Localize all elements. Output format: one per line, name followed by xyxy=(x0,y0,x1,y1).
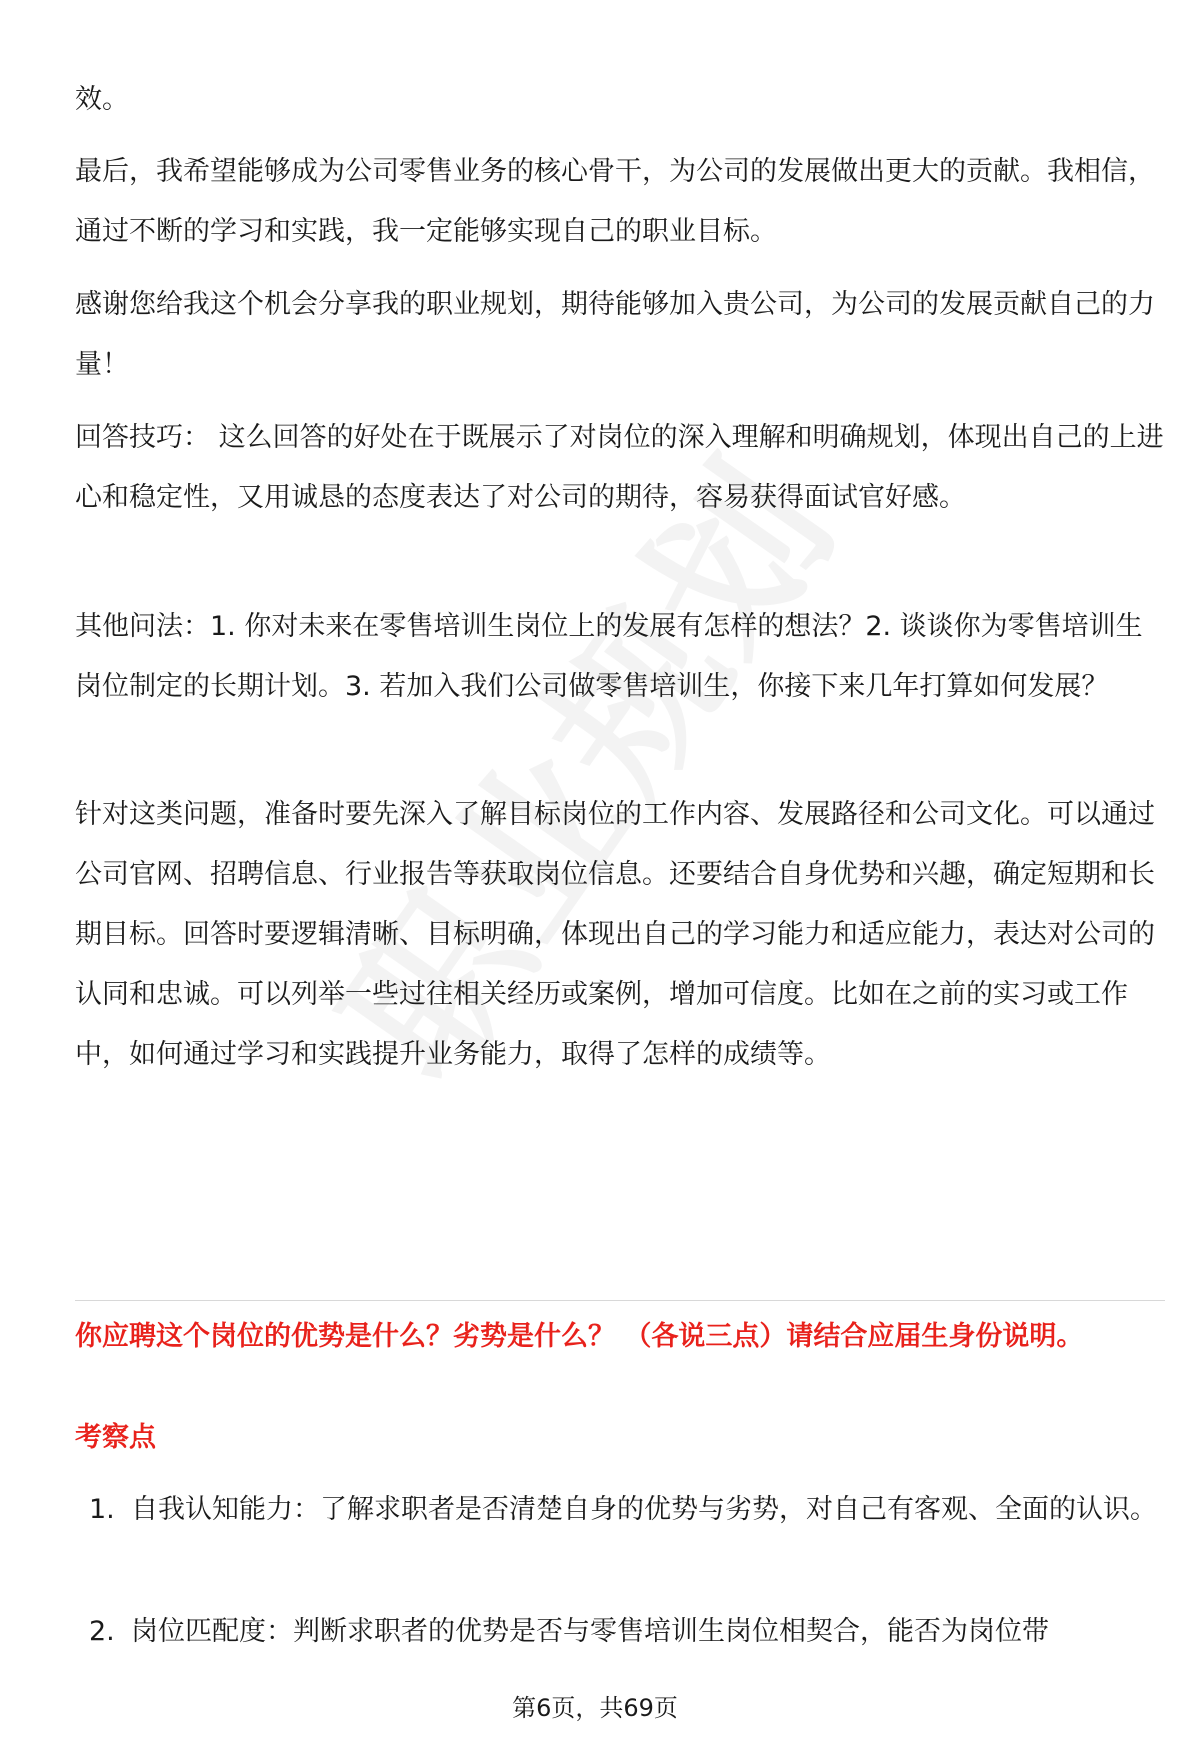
list-item-number: 1. xyxy=(89,1494,115,1525)
section-title: 考察点 xyxy=(75,1422,156,1453)
paragraph-1: 最后，我希望能够成为公司零售业务的核心骨干，为公司的发展做出更大的贡献。我相信，通过不断的学习和实践，我一定能够实现自己的职业目标。 xyxy=(75,156,1155,247)
list-item-text: 自我认知能力：了解求职者是否清楚自身的优势与劣势，对自己有客观、全面的认识。 xyxy=(131,1494,1157,1525)
list-item-text: 岗位匹配度：判断求职者的优势是否与零售培训生岗位相契合，能否为岗位带 xyxy=(131,1616,1049,1647)
document-page xyxy=(75,0,1165,1755)
paragraph-0: 效。 xyxy=(75,84,129,115)
question-heading: 你应聘这个岗位的优势是什么？劣势是什么？ （各说三点）请结合应届生身份说明。 xyxy=(75,1321,1084,1352)
section-divider xyxy=(75,1300,1165,1301)
list-item xyxy=(89,1480,1165,1540)
list-item-number: 2. xyxy=(89,1616,115,1647)
paragraph-advice: 针对这类问题，准备时要先深入了解目标岗位的工作内容、发展路径和公司文化。可以通过公司官网、招聘信息、行业报告等获取岗位信息。还要结合自身优势和兴趣，确定短期和长期目标。回答时要逻辑清晰、目标明确，体现出自己的学习能力和适应能力，表达对公司的认同和忠诚。可以列举一些过往相关经历或案例，增加可信度。比如在之前的实习或工作中，如何通过学习和实践提升业务能力，取得了怎样的成绩等。 xyxy=(75,799,1155,1070)
paragraph-2: 感谢您给我这个机会分享我的职业规划，期待能够加入贵公司，为公司的发展贡献自己的力量！ xyxy=(75,289,1155,380)
paragraph-other-questions: 其他问法：1. 你对未来在零售培训生岗位上的发展有怎样的想法？2. 谈谈你为零售培训生岗位制定的长期计划。3. 若加入我们公司做零售培训生，你接下来几年打算如何发展？ xyxy=(75,611,1143,702)
paragraph-tips: 回答技巧： 这么回答的好处在于既展示了对岗位的深入理解和明确规划，体现出自己的上进心和稳定性，又用诚恳的态度表达了对公司的期待，容易获得面试官好感。 xyxy=(75,422,1164,513)
page-footer: 第6页，共69页 xyxy=(512,1694,678,1722)
list-item xyxy=(89,1602,1165,1662)
